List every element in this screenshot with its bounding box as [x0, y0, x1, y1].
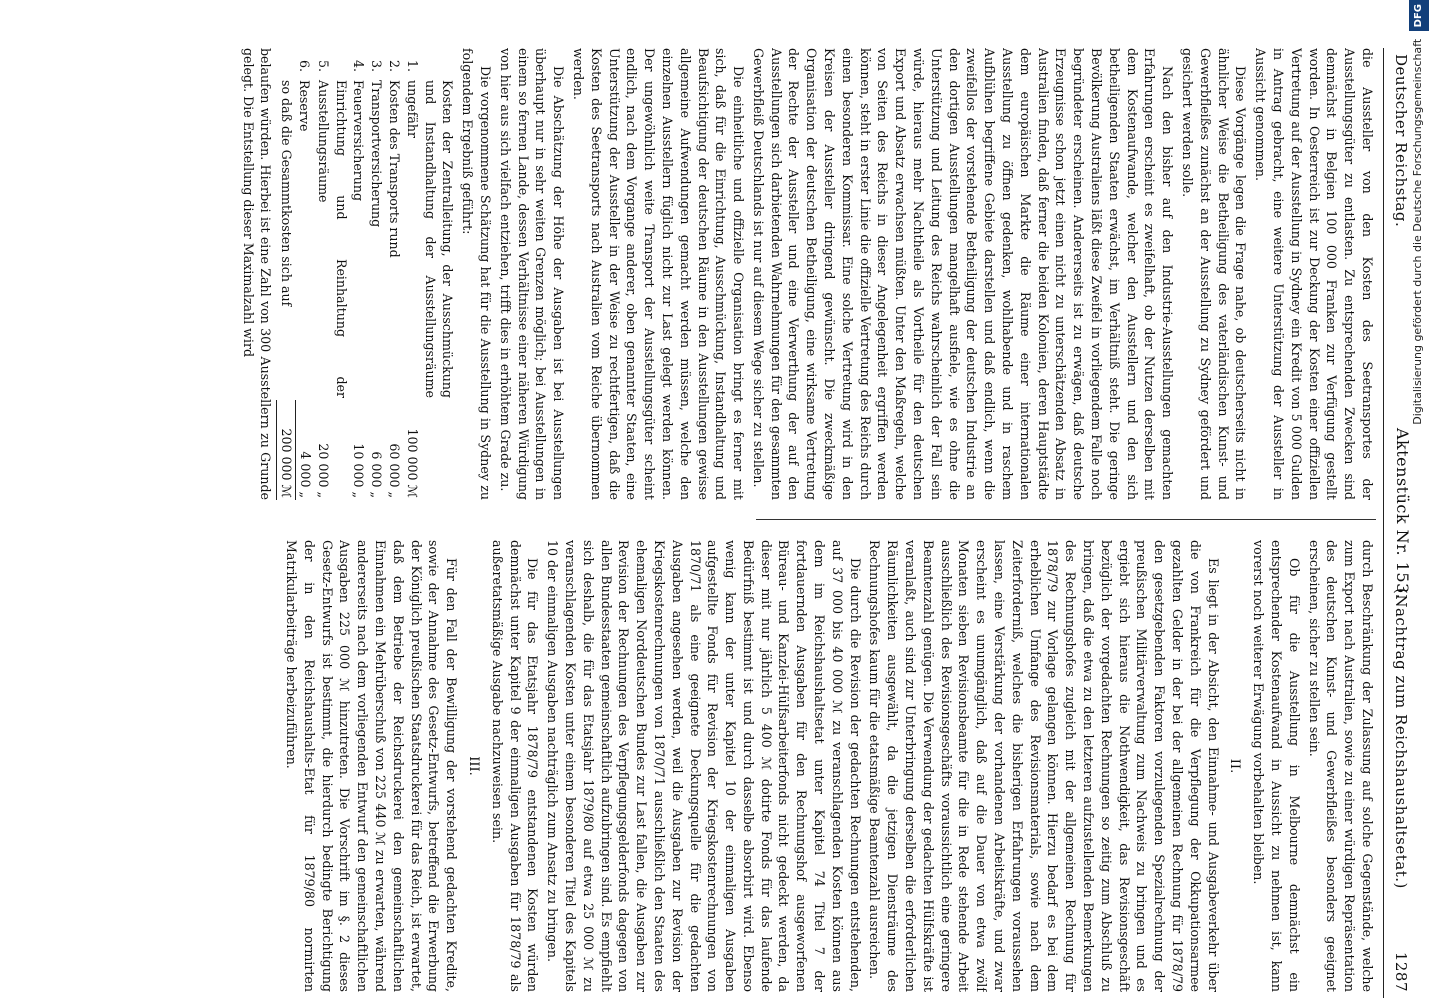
cost-row — [296, 48, 314, 500]
paragraph: Es liegt in der Absicht, den Einnahme- und Ausgabeverkehr über die von Frankreich für die Verpflegung der Okkupationsarmee gezahlten Gelder in der bei der allgemeinen Rechnung für 1878/79 den gesetzgebenden Faktoren vorzulegenden Spezialrechnung der preußischen Militärverwaltung zum Nachweis zu bringen und es ergiebt sich hieraus die Nothwendigkeit, das Revisionsgeschäft bezüglich der vorgedachten Rechnungen so zeitig zum Abschluß zu bringen, daß die etwa zu den letzteren aufzustellenden Bemerkungen des Rechnungshofes zugleich mit der allgemeinen Rechnung für 1878/79 zur Vorlage gelangen können. Hierzu bedarf es bei dem erheblichen Umfange des Revisionsmaterials, sowie nach dem Zeiterforderniß, welches die bisherigen Erfahrungen voraussehen lassen, eine Verstärkung der vorhandenen Arbeitskräfte, und zwar erscheint es unumgänglich, daß auf die Dauer von etwa zwölf Monaten sieben Revisionsbeamte für die in Rede stehende Arbeit ausschließlich des Revisionsgeschäfts voraussichtlich eine geringere Beamtenzahl genügen. Die Verwendung der gedachten Hülfskräfte ist veranlaßt, auch sind zur Unterbringung derselben die erforderlichen Räumlichkeiten ausgewählt, da die jetzigen Diensträume des Rechnungshofes kaum für die etatsmäßige Beamtenzahl ausreichen. — [867, 540, 1221, 992]
cost-amount: 60 000 „ — [386, 443, 402, 498]
paragraph: Diese Vorgänge legen die Frage nahe, ob deutscherseits nicht in ähnlicher Weise die Betheiligung des vaterländischen Kunst- und Gewerbfleißes zunächst an der Ausstellung zu Sydney gefördert und gesichert werden solle. — [1180, 48, 1249, 500]
paragraph: die Aussteller von den Kosten des Seetransportes der Ausstellungsgüter zu entlasten. Zu entsprechenden Zwecken sind demnächst in Belgien 100 000 Franken zur Verfügung gestellt worden. In Oesterreich ist zur Deckung der Kosten einer offiziellen Vertretung auf der Ausstellung in Sydney ein Kredit von 5 000 Gulden in Antrag gebracht, eine weitere Unterstützung der Aussteller in Aussicht genommen. — [1253, 48, 1375, 500]
header-publication: Deutscher Reichstag. — [1392, 54, 1410, 228]
paragraph: Die vorgenommene Schätzung hat für die Ausstellung in Sydney zu folgendem Ergebniß geführt: — [460, 48, 493, 500]
cost-number: 3. — [369, 59, 385, 72]
cost-number: 1. — [404, 59, 420, 72]
cost-label: Feuerversicherung — [351, 80, 367, 202]
cost-number: 4. — [351, 59, 367, 72]
paragraph: Die durch die Revision der gedachten Rechnungen entstehenden, auf 37 000 bis 40 000 ℳ zu veranschlagenden Kosten können aus dem im Reichshaushaltsetat unter Kapitel 74 Titel 7 der fortdauernden Ausgaben für den Rechnungshof ausgeworfenen Büreau- und Kanzlei-Hülfsarbeiterfonds nicht gedeckt werden, da dieser mit nur jährlich 5 400 ℳ dotirte Fonds für das laufende Bedürfniß bestimmt ist und durch dasselbe absorbirt wird. Ebenso wenig kann der unter Kapitel 10 der einmaligen Ausgaben aufgestellte Fonds für Revision der Kriegskostenrechnungen von 1870/71 als eine geeignete Deckungsquelle für die gedachten Ausgaben angesehen werden, weil die Ausgaben zur Revision der Kriegskostenrechnungen von 1870/71 ausschließlich den Staaten des ehemaligen Norddeutschen Bundes zur Last fallen, die Ausgaben zur Revision der Rechnungen des Verpflegungsgelderfonds dagegen von allen Bundesstaaten gemeinschaftlich aufzubringen sind. Es empfiehlt sich deshalb, die für das Etatsjahr 1879/80 auf etwa 25 000 ℳ zu veranschlagenden Kosten unter einem besonderen Titel des Kapitels 10 der einmaligen Ausgaben nachträglich zum Ansatz zu bringen. — [545, 540, 863, 992]
header-document-number: Aktenstück Nr. 153. — [1393, 428, 1412, 600]
header-section-title: (Nachtrag zum Reichshaushaltsetat.) — [1392, 588, 1410, 889]
cost-label: Reserve — [297, 80, 313, 132]
section-heading: III. — [465, 756, 481, 776]
cost-label: Kosten der Zentralleitung, der Ausschmückung und Instandhaltung der Ausstellungsräume ungefähr — [404, 80, 456, 398]
paragraph: Die für das Etatsjahr 1878/79 entstandenen Kosten würden demnächst unter Kapitel 9 der einmaligen Ausgaben für 1878/79 als außeretatsmäßige Ausgabe nachzuweisen sein. — [489, 540, 541, 992]
paragraph: Die Abschätzung der Höhe der Ausgaben ist bei Ausstellungen überhaupt nur in sehr weiten Grenzen möglich; bei Ausstellungen in einem so fernen Lande, dessen Verhältnisse einer näheren Würdigung von hier aus sich vielfach entziehen, trifft dies in erhöhtem Grade zu. — [497, 48, 567, 500]
cost-total-row — [277, 48, 296, 500]
cost-amount: 6 000 „ — [369, 451, 385, 498]
paragraph: Die einheitliche und offizielle Organisation bringt es ferner mit sich, daß für die Einrichtung, Ausschmückung, Instandhaltung und Beaufsichtigung der deutschen Räume in den Ausstellungen gewisse allgemeine Aufwendungen gemacht werden müssen, welche den einzelnen Ausstellern füglich nicht zur Last gelegt werden können. Der ungewöhnlich weite Transport der Ausstellungsgüter scheint endlich, nach dem Vorgange anderer, oben genannter Staaten, eine Unterstützung der Aussteller in der Weise zu rechtfertigen, daß die Kosten des Seetransports nach Australien vom Reiche übernommen werden. — [570, 48, 747, 500]
cost-amount: 100 000 ℳ — [404, 428, 420, 498]
cost-number: 6. — [297, 59, 313, 72]
cost-amount: 10 000 „ — [351, 443, 367, 498]
cost-row — [367, 48, 385, 500]
digitization-credit — [1408, 0, 1428, 1000]
cost-total-amount: 200 000 ℳ — [277, 400, 296, 500]
cost-table — [276, 48, 456, 500]
paragraph: Ob für die Ausstellung in Melbourne demnächst ein entsprechender Kostenaufwand in Aussicht zu nehmen ist, kann vorerst noch weiterer Erwägung vorbehalten bleiben. — [1251, 540, 1302, 992]
cost-row — [314, 48, 350, 500]
cost-total-label: so daß die Gesammtkosten sich auf — [278, 80, 294, 307]
left-column — [76, 48, 1376, 500]
paragraph: durch Beschränkung der Zulassung auf solche Gegenstände, welche zum Export nach Australien, sowie zu einer würdigen Repräsentation des deutschen Kunst- und Gewerbfleißes besonders geeignet erscheinen, sicher zu stellen sein. — [1306, 540, 1375, 992]
cost-number: 2. — [386, 59, 402, 72]
dfg-logo: DFG — [1409, 0, 1429, 31]
cost-amount: 20 000 „ — [315, 443, 331, 498]
cost-row — [385, 48, 403, 500]
cost-label: Kosten des Transports rund — [386, 80, 402, 258]
credit-text: Digitalisierung gefördert durch die Deutsche Forschungsgemeinschaft — [1411, 38, 1424, 425]
paragraph: Für den Fall der Bewilligung der vorstehend gedachten Kredite, sowie der Annahme des Gesetz-Entwurfs, betreffend die Erwerbung der Königlich preußischen Staatsdruckerei für das Reich, ist erwartet, daß dem Betriebe der Reichsdruckerei den gemeinschaftlichen Einnahmen ein Mehrüberschuß von 225 440 ℳ zu erwarten, während andererseits nach dem vorliegenden Entwurf den gemeinschaftlichen Ausgaben 225 000 ℳ hinzutreten. Die Vorschrift im §. 2 dieses Gesetz-Entwurfs ist bestimmt, die hierdurch bedingte Berichtigung der in den Reichshaushalts-Etat für 1879/80 normirten Matrikularbeiträge herbeizuführen. — [283, 540, 460, 992]
right-column — [76, 540, 1376, 992]
cost-amount: 4 000 „ — [297, 451, 313, 498]
cost-label: Transportversicherung — [369, 80, 385, 228]
cost-row — [403, 48, 456, 500]
cost-number: 5. — [315, 59, 331, 72]
paragraph: belaufen würden. Hierbei ist eine Zahl von 300 Ausstellern zu Grunde gelegt. Die Entstellung dieser Maximalzahl wird — [240, 48, 274, 500]
paragraph: Nach den bisher auf den Industrie-Ausstellungen gemachten Erfahrungen erscheint es zweifelhaft, ob der Nutzen derselben mit dem Kostenaufwande, welcher den Ausstellern und den sich betheiligenden Staaten erwächst, im Verhältniß steht. Die geringe Bevölkerung Australiens läßt diese Zweifel in vorliegendem Falle noch begründeter erscheinen. Andererseits ist zu erwägen, daß deutsche Erzeugnisse schon jetzt einen nicht zu unterschätzenden Absatz in Australien finden, daß ferner die beiden Kolonien, deren Hauptstädte dem europäischen Markte die Räume einer internationalen Ausstellung zu öffnen gedenken, wohlhabende und in raschem Aufblühen begriffene Gebiete darstellen und daß endlich, wenn die zweifellos der vorstehende Betheiligung der deutschen Industrie an den dortigen Ausstellungen mangelhaft ausfiele, wie es ohne die Unterstützung und Leitung des Reichs wahrscheinlich der Fall sein würde, hieraus mehr Nachtheile als Vortheile für den deutschen Export und Absatz erwachsen müßten. Unter den Maßregeln, welche von Seiten des Reichs in dieser Angelegenheit ergriffen werden können, steht in erster Linie die offizielle Vertretung des Reichs durch einen besonderen Kommissar. Eine solche Vertretung wird in den Kreisen der Aussteller dringend gewünscht. Die zweckmäßige Organisation der deutschen Betheiligung, eine wirksame Vertretung der Rechte der Aussteller und eine Verwerthung der auf den Ausstellungen sich darbietenden Wahrnehmungen für den gesammten Gewerbfleiß Deutschlands ist nur auf diesem Wege sicher zu stellen. — [750, 48, 1176, 500]
page-number: 1287 — [1392, 951, 1410, 992]
section-heading: II. — [1227, 758, 1243, 774]
column-divider — [756, 519, 1376, 520]
cost-label: Einrichtung und Reinhaltung der Ausstellungsräume — [315, 80, 349, 398]
rotated-page — [56, 48, 1416, 998]
cost-row — [350, 48, 368, 500]
